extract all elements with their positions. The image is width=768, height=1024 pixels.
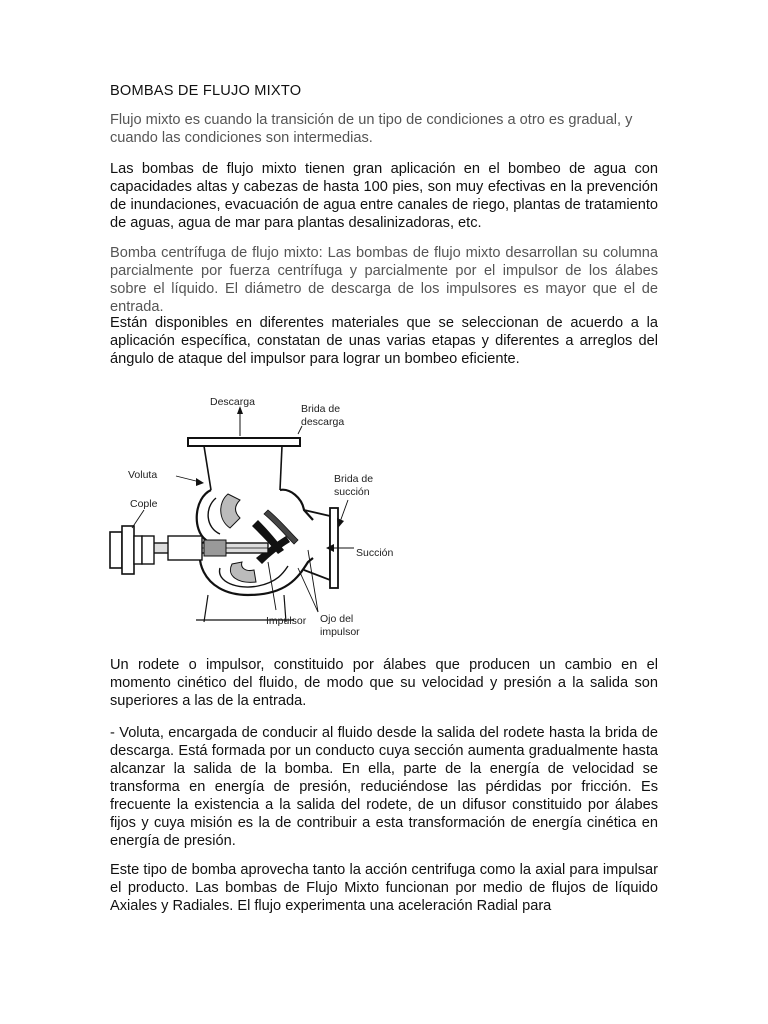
label-impulsor: Impulsor [266,615,307,627]
label-descarga: Descarga [210,396,255,408]
paragraph-impulsor: Un rodete o impulsor, constituido por álabes que producen un cambio en el momento cinético del fluido, de modo que su velocidad y presión a la salida son superiores a las de la entrada. [110,657,658,709]
label-succion: Succión [356,547,394,559]
label-cople: Cople [130,498,158,510]
paragraph-definition: Flujo mixto es cuando la transición de un tipo de condiciones a otro es gradual, y cuando las condiciones son intermedias. [110,112,633,146]
document-title: BOMBAS DE FLUJO MIXTO [110,83,302,99]
label-brida-descarga-1: Brida de [301,403,341,415]
label-ojo-impulsor-1: Ojo del [320,613,354,625]
paragraph-flujo: Este tipo de bomba aprovecha tanto la acción centrifuga como la axial para impulsar el producto. Las bombas de Flujo Mixto funcionan por medio de flujos de líquido Axiales y Radiales. El flujo experimenta una aceleración Radial para [110,862,658,914]
paragraph-voluta: - Voluta, encargada de conducir al fluido desde la salida del rodete hasta la brida de descarga. Está formada por un conducto cuya sección aumenta gradualmente hasta alcanzar la salida de la bomba. En ella, parte de la energía de velocidad se transforma en energía de presión, reduciéndose las pérdidas por fricción. Es frecuente la existencia a la salida del rodete, de un difusor constituido por álabes fijos y cuya misión es la de contribuir a esta transformación de energía cinética en energía de presión. [110,725,658,849]
paragraph-materials: Están disponibles en diferentes materiales que se seleccionan de acuerdo a la aplicación específica, constatan de unas varias etapas y diferentes a arreglos del ángulo de ataque del impulsor para lograr un bombeo eficiente. [110,315,658,367]
paragraph-applications: Las bombas de flujo mixto tienen gran aplicación en el bombeo de agua con capacidades altas y cabezas de hasta 100 pies, son muy efectivas en la prevención de inundaciones, evacuación de agua entre canales de riego, plantas de tratamiento de aguas, agua de mar para plantas desalinizadoras, etc. [110,161,658,231]
label-brida-succion-1: Brida de [334,473,374,485]
paragraph-centrifugal: Bomba centrífuga de flujo mixto: Las bombas de flujo mixto desarrollan su columna parcialmente por fuerza centrífuga y parcialmente por el impulsor de los álabes sobre el líquido. El diámetro de descarga de los impulsores es mayor que el de entrada. [110,245,658,315]
label-brida-descarga-2: descarga [301,416,345,428]
label-brida-succion-2: succión [334,486,370,498]
label-voluta: Voluta [128,469,158,481]
label-ojo-impulsor-2: impulsor [320,626,360,638]
pump-diagram [108,390,398,646]
